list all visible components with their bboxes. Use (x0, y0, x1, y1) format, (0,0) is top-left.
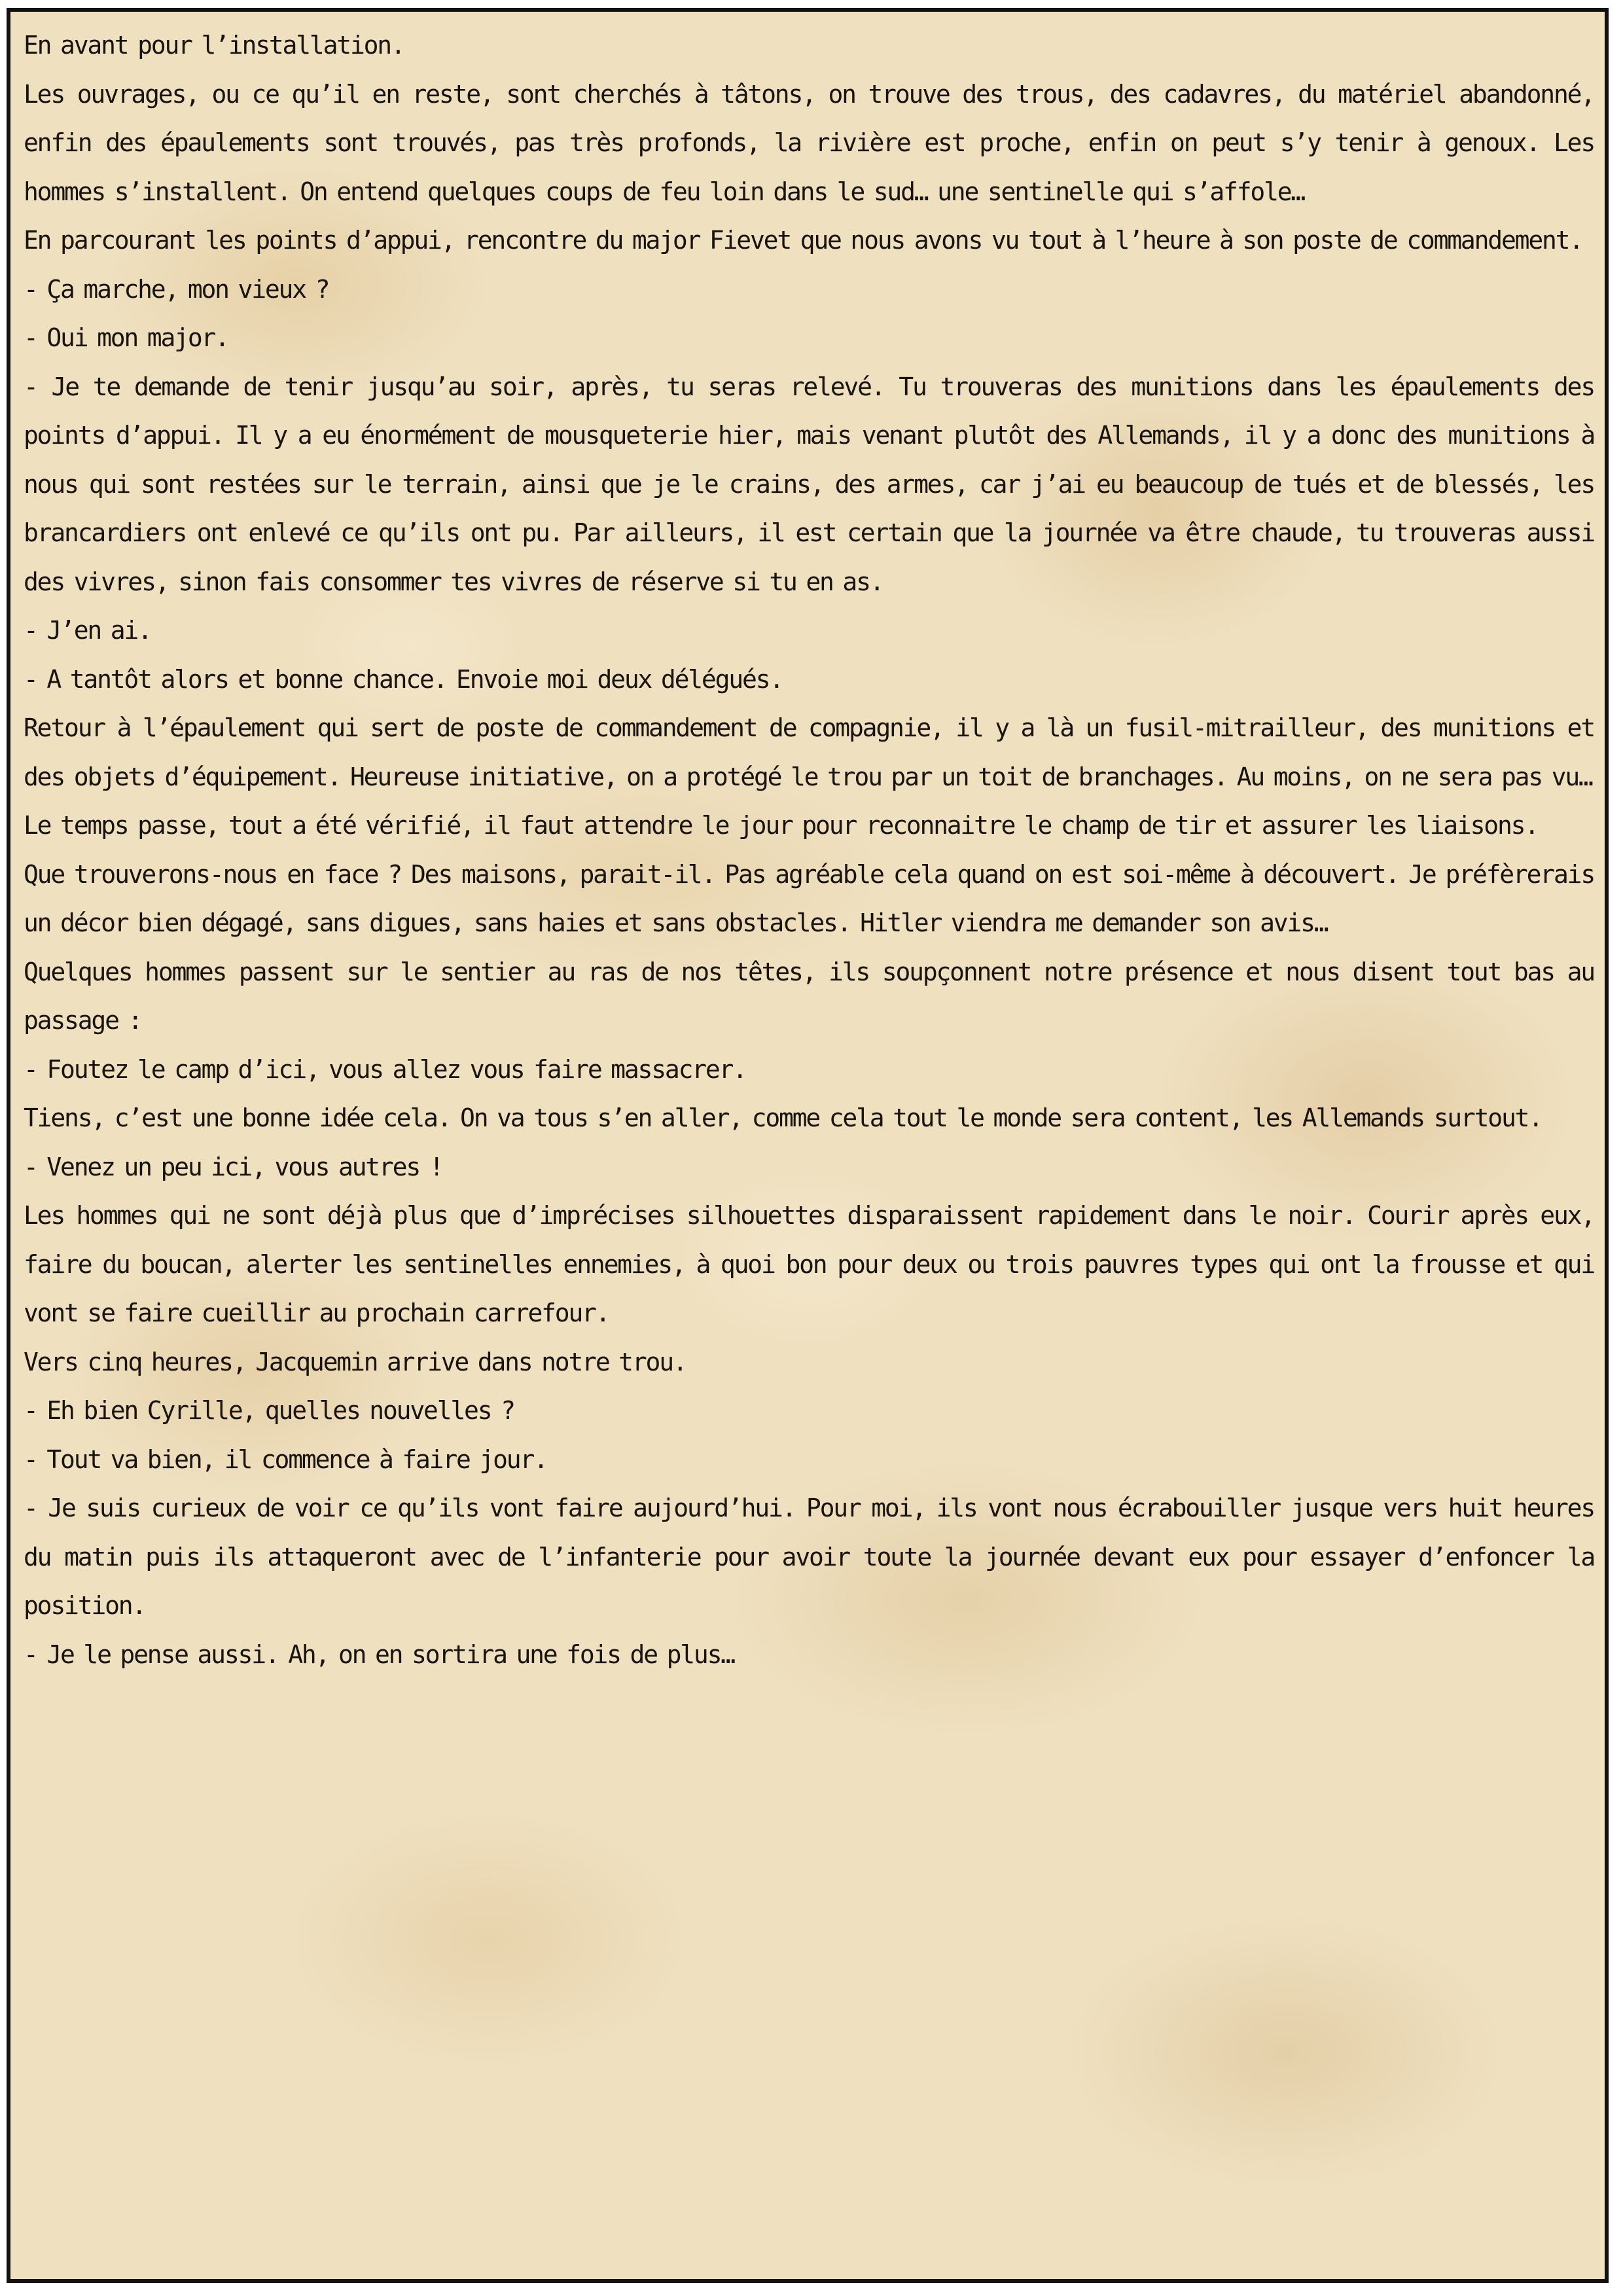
paragraph: Vers cinq heures, Jacquemin arrive dans notre trou. (24, 1347, 687, 1376)
paragraph: Le temps passe, tout a été vérifié, il faut attendre le jour pour reconnaitre le champ de tir et assurer les liaisons. (24, 811, 1538, 840)
paragraph: En avant pour l’installation. (24, 31, 404, 60)
dialogue-line: - Je suis curieux de voir ce qu’ils vont faire aujourd’hui. Pour moi, ils vont nous écrabouiller jusque vers huit heures du matin puis ils attaqueront avec de l’infanterie pour avoir toute la journée devant eux pour essayer d’enfoncer la position. (24, 1494, 1594, 1620)
dialogue-line: - Je le pense aussi. Ah, on en sortira une fois de plus… (24, 1640, 734, 1669)
dialogue-line: - J’en ai. (24, 616, 151, 645)
dialogue-line: - Tout va bien, il commence à faire jour. (24, 1444, 547, 1474)
paragraph: Quelques hommes passent sur le sentier au ras de nos têtes, ils soupçonnent notre présence et nous disent tout bas au passage : (24, 957, 1594, 1035)
dialogue-line: - Venez un peu ici, vous autres ! (24, 1152, 443, 1181)
paragraph: Les hommes qui ne sont déjà plus que d’imprécises silhouettes disparaissent rapidement dans le noir. Courir après eux, faire du boucan, alerter les sentinelles ennemies, à quoi bon pour deux ou trois pauvres types qui ont la frousse et qui vont se faire cueillir au prochain carrefour. (24, 1201, 1594, 1327)
dialogue-line: - A tantôt alors et bonne chance. Envoie moi deux délégués. (24, 664, 783, 694)
dialogue-line: - Je te demande de tenir jusqu’au soir, après, tu seras relevé. Tu trouveras des munitions dans les épaulements des points d’appui. Il y a eu énormément de mousqueterie hier, mais venant plutôt des Allemands, il y a donc des munitions à nous qui sont restées sur le terrain, ainsi que je le crains, des armes, car j’ai eu beaucoup de tués et de blessés, les brancardiers ont enlevé ce qu’ils ont pu. Par ailleurs, il est certain que la journée va être chaude, tu trouveras aussi des vivres, sinon fais consommer tes vivres de réserve si tu en as. (24, 372, 1594, 596)
paragraph: En parcourant les points d’appui, rencontre du major Fievet que nous avons vu tout à l’heure à son poste de commandement. (24, 226, 1583, 255)
narrative-text (24, 21, 1594, 1679)
dialogue-line: - Eh bien Cyrille, quelles nouvelles ? (24, 1396, 514, 1425)
paragraph: Les ouvrages, ou ce qu’il en reste, sont cherchés à tâtons, on trouve des trous, des cadavres, du matériel abandonné, enfin des épaulements sont trouvés, pas très profonds, la rivière est proche, enfin on peut s’y tenir à genoux. Les hommes s’installent. On entend quelques coups de feu loin dans le sud… une sentinelle qui s’affole… (24, 79, 1594, 206)
dialogue-line: - Oui mon major. (24, 323, 228, 352)
parchment-page (7, 8, 1609, 2283)
dialogue-line: - Ça marche, mon vieux ? (24, 274, 329, 304)
paragraph: Retour à l’épaulement qui sert de poste de commandement de compagnie, il y a là un fusil-mitrailleur, des munitions et des objets d’équipement. Heureuse initiative, on a protégé le trou par un toit de branchages. Au moins, on ne sera pas vu… (24, 713, 1594, 791)
paragraph: Que trouverons-nous en face ? Des maisons, parait-il. Pas agréable cela quand on est soi-même à découvert. Je préfèrerais un décor bien dégagé, sans digues, sans haies et sans obstacles. Hitler viendra me demander son avis… (24, 859, 1594, 937)
dialogue-line: - Foutez le camp d’ici, vous allez vous faire massacrer. (24, 1054, 746, 1084)
paragraph: Tiens, c’est une bonne idée cela. On va tous s’en aller, comme cela tout le monde sera content, les Allemands surtout. (24, 1103, 1542, 1132)
